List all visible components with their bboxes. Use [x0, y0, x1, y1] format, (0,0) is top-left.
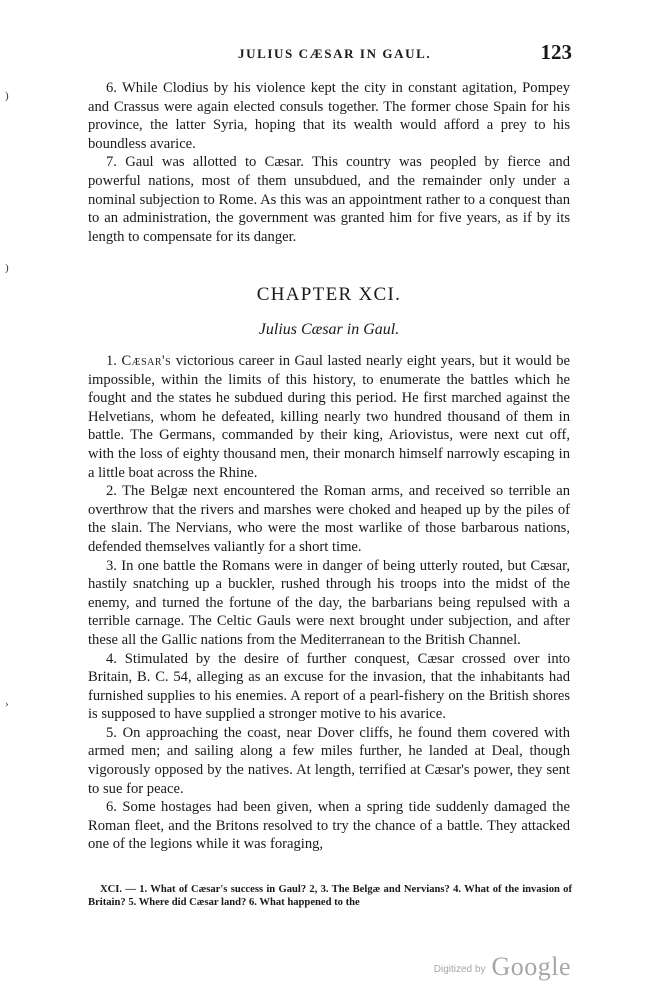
- previous-chapter-text: [88, 79, 570, 246]
- digitized-watermark: [434, 952, 571, 982]
- page-number: 123: [540, 40, 572, 64]
- footnote-text: XCI. — 1. What of Cæsar's success in Gaul? 2, 3. The Belgæ and Nervians? 4. What of the invasion of Britain? 5. Where did Cæsar land? 6. What happened to the: [88, 884, 572, 909]
- opening-word: Cæsar's: [121, 353, 172, 369]
- paragraph: 3. In one battle the Romans were in danger of being utterly routed, but Cæsar, hastily snatching up a buckler, rushed through his troops into the midst of the enemy, and turned the fortune of the day, the barbarians being repulsed with a terrible carnage. The Celtic Gauls were next brought under subjection, and after these all the Gallic nations from the Mediterranean to the British Channel.: [88, 557, 570, 648]
- margin-mark: ): [5, 90, 9, 102]
- paragraph: 6. While Clodius by his violence kept the city in constant agitation, Pompey and Crassus were again elected consuls together. The former chose Spain for his province, the latter Syria, hoping that its wealth would afford a prey to his boundless avarice.: [88, 80, 570, 152]
- margin-mark: ›: [5, 698, 9, 710]
- paragraph-number: 1.: [106, 353, 117, 369]
- google-logo: Google: [491, 952, 571, 981]
- footnote-questions: [88, 883, 572, 910]
- running-head: [88, 40, 572, 66]
- watermark-prefix: Digitized by: [433, 964, 486, 975]
- paragraph: 6. Some hostages had been given, when a spring tide suddenly damaged the Roman fleet, and the Britons resolved to try the chance of a battle. They attacked one of the legions while it was foraging,: [88, 799, 570, 853]
- paragraph-text: victorious career in Gaul lasted nearly eight years, but it would be impossible, within the limits of this history, to enumerate the battles which he fought and the states he subdued during this period. He first marched against the Helvetians, whom he defeated, killing nearly two hundred thousand of them in battle. The Germans, commanded by their king, Ariovistus, were next cut off, with the loss of eighty thousand men, their monarch himself narrowly escaping in a little boat across the Rhine.: [88, 353, 570, 481]
- chapter-title: CHAPTER XCI.: [256, 284, 402, 305]
- paragraph: 4. Stimulated by the desire of further conquest, Cæsar crossed over into Britain, B. C. 54, alleging as an excuse for the invasion, that the inhabitants had furnished supplies to his enemies. A report of a pearl-fishery on the British shores is supposed to have supplied a stronger motive to his avarice.: [88, 650, 570, 723]
- chapter-subtitle: Julius Cæsar in Gaul.: [258, 321, 400, 338]
- paragraph: 7. Gaul was allotted to Cæsar. This country was peopled by fierce and powerful nations, most of them unsubdued, and the remainder only under a nominal subjection to Rome. As this was an appointment rather to a conquest than to an administration, the government was granted him for five years, as if by its length to compensate for its danger.: [88, 154, 570, 245]
- chapter-body: [88, 352, 570, 854]
- paragraph: 5. On approaching the coast, near Dover cliffs, he found them covered with armed men; and sailing along a few miles further, he landed at Deal, though vigorously opposed by the natives. At length, terrified at Cæsar's power, they sent to sue for peace.: [88, 724, 570, 797]
- running-title: JULIUS CÆSAR IN GAUL.: [238, 46, 432, 61]
- paragraph: [88, 352, 570, 482]
- margin-mark: ): [5, 262, 9, 274]
- paragraph: 2. The Belgæ next encountered the Roman arms, and received so terrible an overthrow that the rivers and marshes were choked and heaped up by the piles of the slain. The Nervians, who were the most warlike of those barbarous nations, defended themselves valiantly for a short time.: [88, 483, 570, 555]
